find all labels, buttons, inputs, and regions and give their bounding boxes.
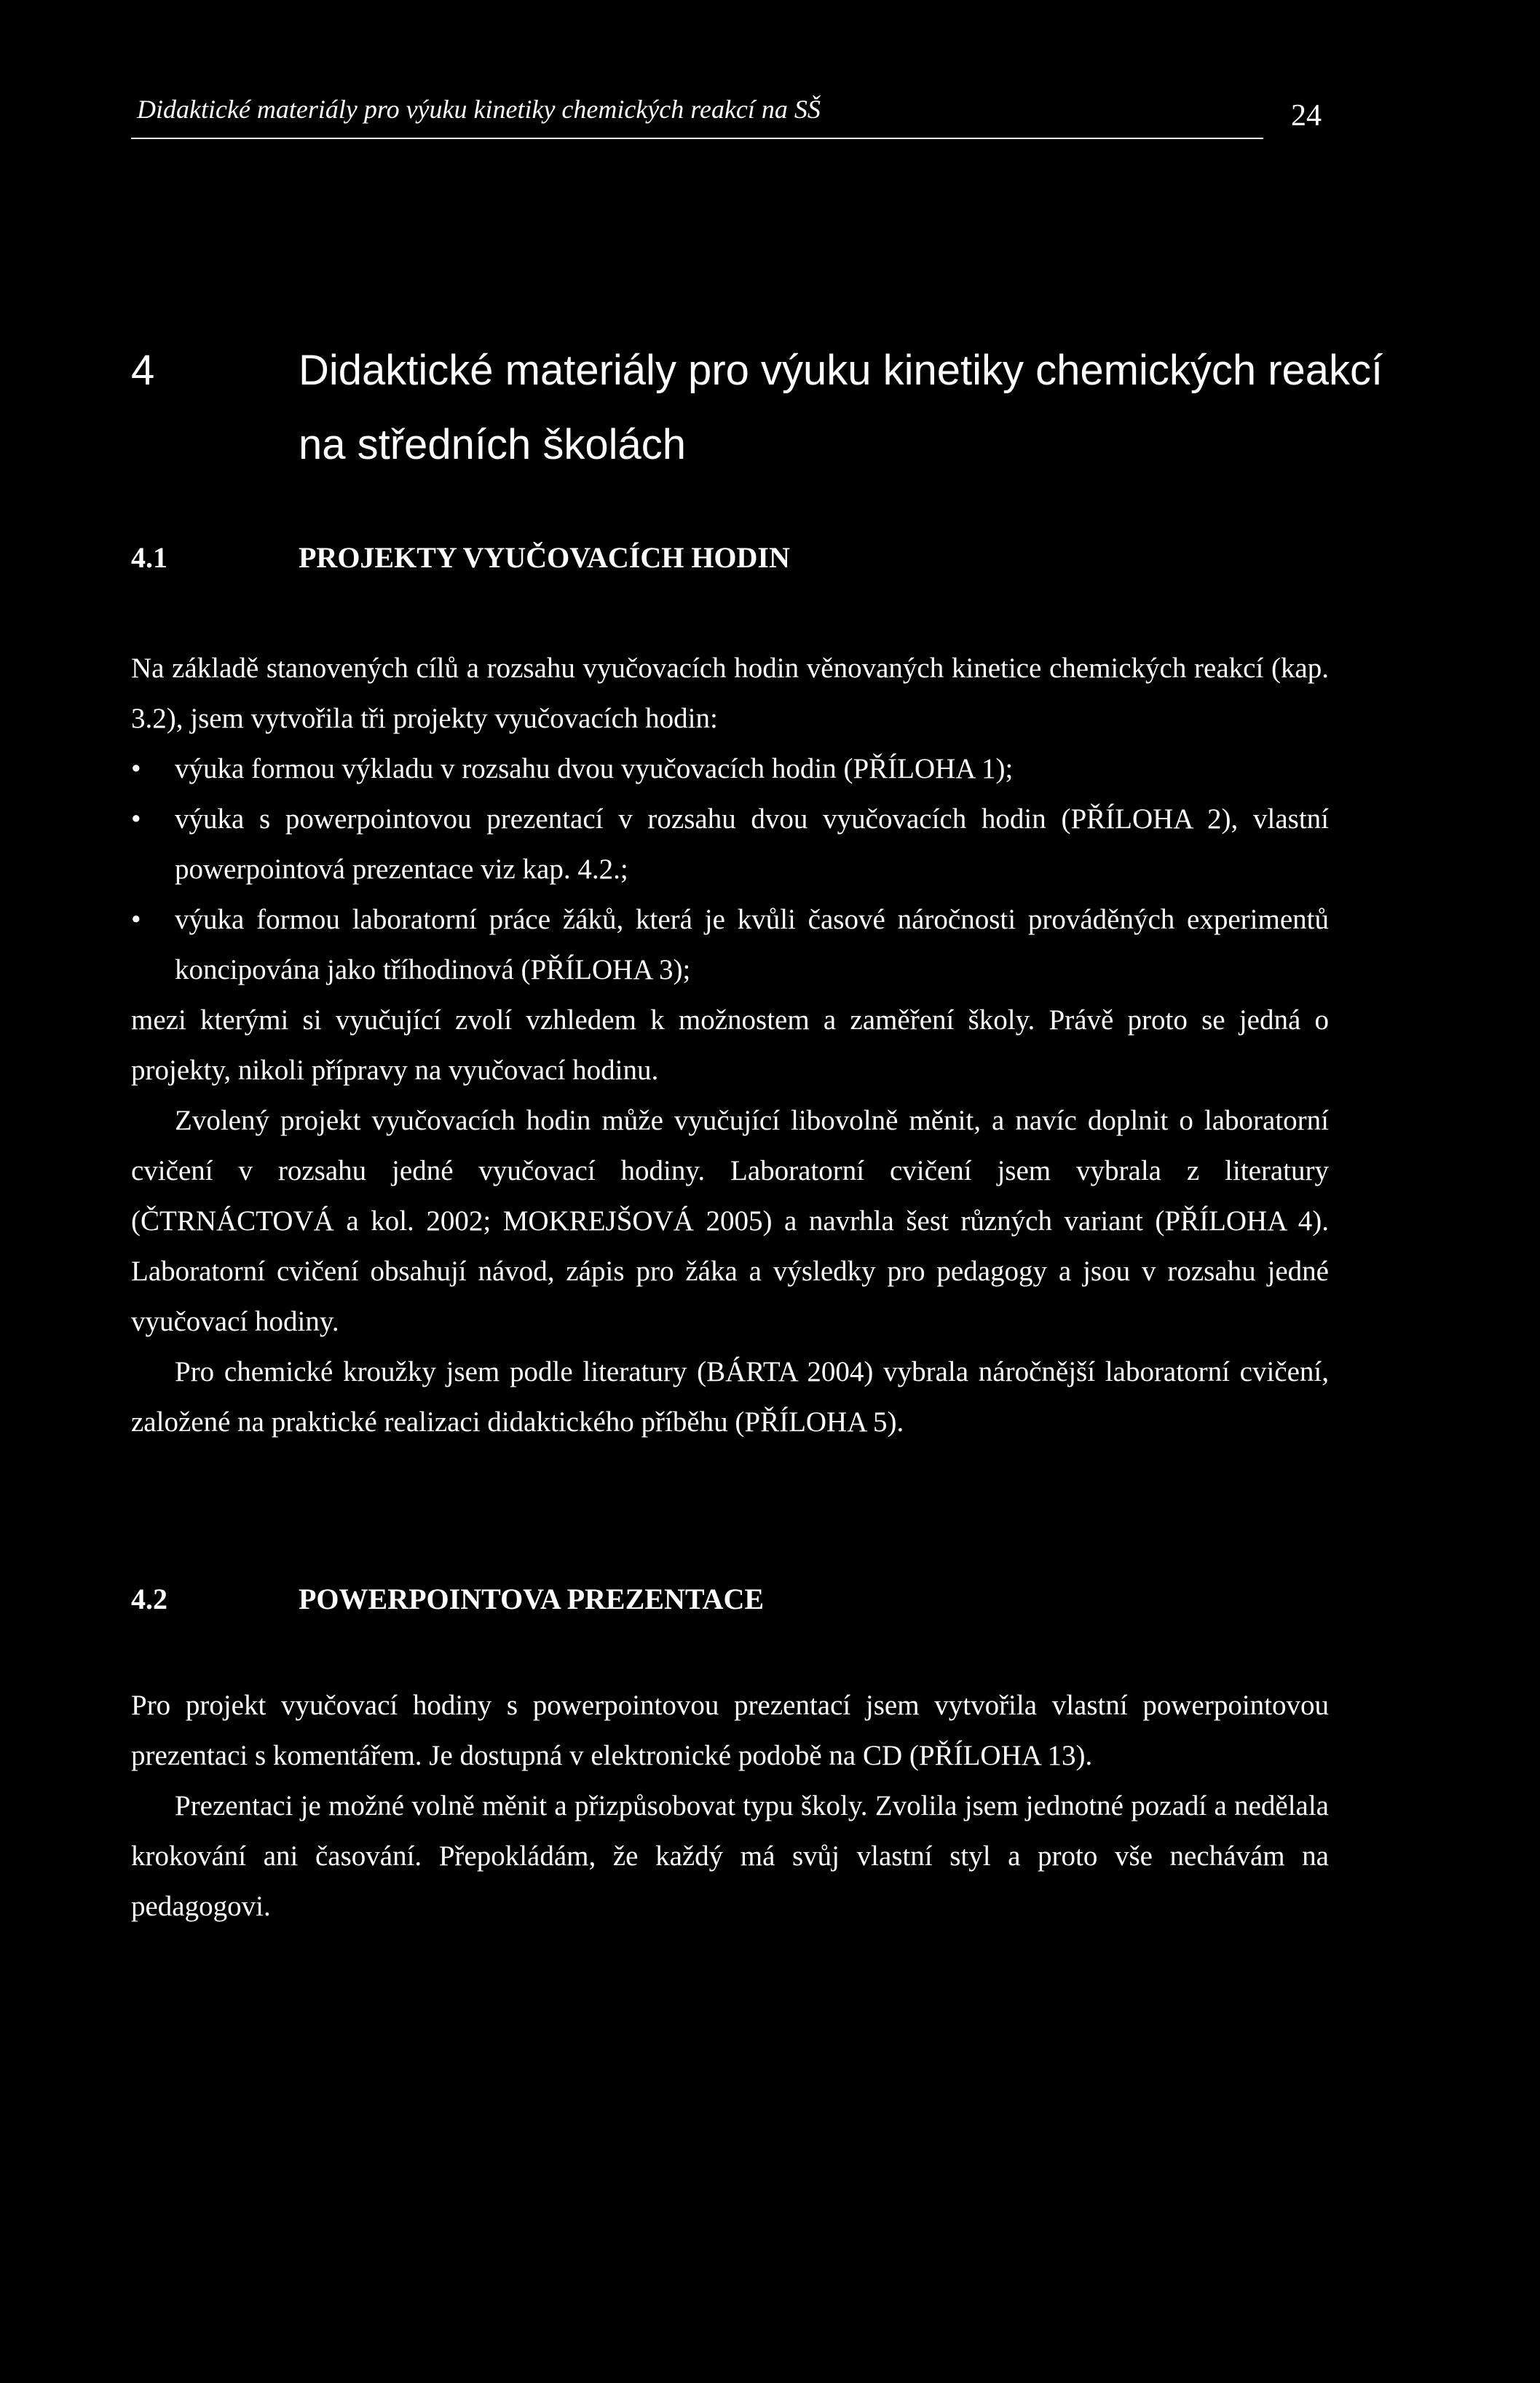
project-list [131, 744, 1329, 995]
section-4-1-body [131, 643, 1329, 1447]
after-list-paragraph: mezi kterými si vyučující zvolí vzhledem k možnostem a zaměření školy. Právě proto se jedná o projekty, nikoli přípravy na vyučovací hodinu. [131, 1004, 1329, 1086]
running-header [131, 91, 1322, 139]
section-title: PROJEKTY VYUČOVACÍCH HODIN [299, 541, 790, 574]
list-item [131, 794, 1329, 894]
bullet-icon: • [131, 803, 141, 835]
bullet-icon: • [131, 904, 141, 935]
chapter-number: 4 [131, 347, 155, 394]
page-number: 24 [1291, 99, 1322, 133]
section-title: POWERPOINTOVA PREZENTACE [299, 1583, 765, 1615]
paragraph: Prezentaci je možné volně měnit a přizpůsobovat typu školy. Zvolila jsem jednotné pozadí a nedělala krokování ani časování. Přepokládám, že každý má svůj vlastní styl a proto vše nechávám na pedagogovi. [131, 1790, 1329, 1922]
list-item-text: výuka formou výkladu v rozsahu dvou vyučovacích hodin (PŘÍLOHA 1); [175, 753, 1014, 784]
list-item-text: výuka formou laboratorní práce žáků, která je kvůli časové náročnosti prováděných experimentů koncipována jako tříhodinová (PŘÍLOHA 3); [175, 904, 1329, 985]
list-item [131, 894, 1329, 995]
paragraph: Pro chemické kroužky jsem podle literatury (BÁRTA 2004) vybrala náročnější laboratorní cvičení, založené na praktické realizaci didaktického příběhu (PŘÍLOHA 5). [131, 1356, 1329, 1438]
bullet-icon: • [131, 753, 141, 784]
section-number: 4.1 [131, 541, 167, 574]
section-4-2-body [131, 1680, 1329, 1931]
chapter-title: Didaktické materiály pro výuku kinetiky chemických reakcí na středních školách [299, 347, 1383, 468]
running-title: Didaktické materiály pro výuku kinetiky chemických reakcí na SŠ [137, 95, 821, 124]
section-number: 4.2 [131, 1583, 167, 1615]
intro-paragraph: Na základě stanovených cílů a rozsahu vyučovacích hodin věnovaných kinetice chemických reakcí (kap. 3.2), jsem vytvořila tři projekty vyučovacích hodin: [131, 653, 1329, 734]
list-item-text: výuka s powerpointovou prezentací v rozsahu dvou vyučovacích hodin (PŘÍLOHA 2), vlastní powerpointová prezentace viz kap. 4.2.; [175, 803, 1329, 885]
list-item [131, 744, 1329, 794]
paragraph: Zvolený projekt vyučovacích hodin může vyučující libovolně měnit, a navíc doplnit o laboratorní cvičení v rozsahu jedné vyučovací hodiny. Laboratorní cvičení jsem vybrala z literatury (ČTRNÁCTOVÁ a kol. 2002; MOKREJŠOVÁ 2005) a navrhla šest různých variant (PŘÍLOHA 4). Laboratorní cvičení obsahují návod, zápis pro žáka a výsledky pro pedagogy a jsou v rozsahu jedné vyučovací hodiny. [131, 1105, 1329, 1337]
paragraph: Pro projekt vyučovací hodiny s powerpointovou prezentací jsem vytvořila vlastní powerpointovou prezentaci s komentářem. Je dostupná v elektronické podobě na CD (PŘÍLOHA 13). [131, 1690, 1329, 1771]
